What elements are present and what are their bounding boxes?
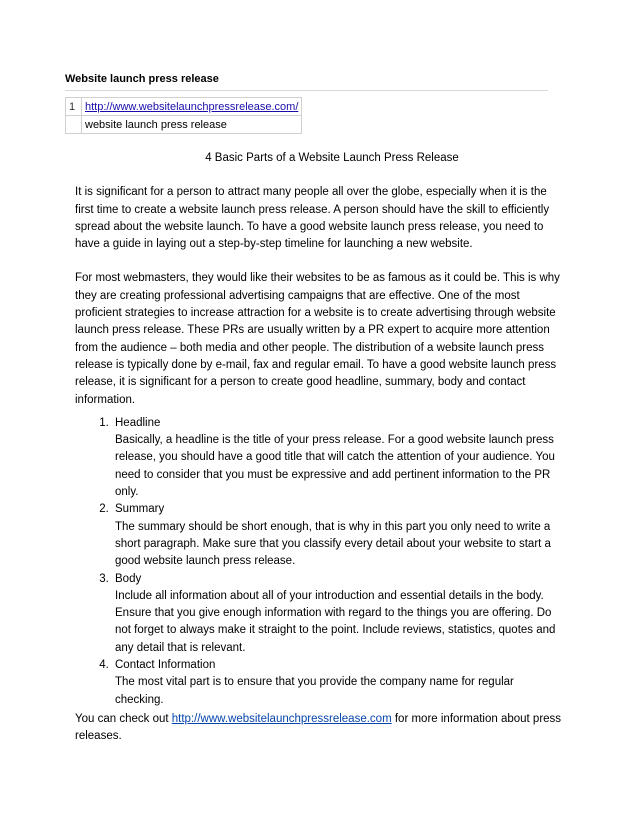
part-heading: 1. Headline bbox=[115, 416, 161, 429]
document-header-title: Website launch press release bbox=[65, 73, 219, 85]
closing-text-before: You can check out bbox=[75, 712, 172, 725]
source-caption: website launch press release bbox=[82, 116, 302, 134]
part-text: The summary should be short enough, that is why in this part you only need to write a short paragraph. Make sure that you classify every detail about your website to start a good website launch press release. bbox=[115, 520, 551, 568]
source-url-link[interactable]: http://www.websitelaunchpressrelease.com/ bbox=[82, 98, 302, 116]
part-heading: 3. Body bbox=[115, 572, 142, 585]
parts-list bbox=[75, 415, 565, 709]
closing-text-after: for more information about press releases. bbox=[75, 712, 562, 743]
header-divider bbox=[65, 90, 548, 91]
table-row bbox=[66, 116, 302, 134]
list-item bbox=[112, 415, 565, 501]
article-title: 4 Basic Parts of a Website Launch Press Release bbox=[205, 152, 459, 164]
part-heading: 2. Summary bbox=[115, 503, 165, 516]
part-heading: 4. Contact Information bbox=[115, 659, 216, 672]
part-text: Include all information about all of your introduction and essential details in the body. Ensure that you give enough information with regard to the things you are offering. Do not forget to always make it straight to the point. Include reviews, statistics, quotes and any detail that is relevant. bbox=[115, 589, 556, 654]
list-item bbox=[112, 657, 565, 709]
part-text: Basically, a headline is the title of your press release. For a good website launch press release, you should have a good title that will catch the attention of your audience. You need to consider that you must be expressive and add pertinent information to the PR only. bbox=[115, 434, 555, 499]
intro-paragraph: For most webmasters, they would like their websites to be as famous as it could be. This is why they are creating professional advertising campaigns that are effective. One of the most proficient strategies to increase attraction for a website is to create advertising through website launch press release. These PRs are usually written by a PR expert to acquire more attention from the audience – both media and other people. The distribution of a website launch press release is typically done by e-mail, fax and regular email. To have a good website launch press release, it is significant for a person to create good headline, summary, body and contact information. bbox=[75, 272, 560, 406]
closing-paragraph bbox=[75, 711, 565, 746]
part-text: The most vital part is to ensure that you provide the company name for regular checking. bbox=[115, 676, 514, 706]
intro-paragraph: It is significant for a person to attract many people all over the globe, especially when it is the first time to create a website launch press release. A person should have the skill to efficiently spread about the website launch. To have a good website launch press release, you need to have a guide in laying out a step-by-step timeline for launching a new website. bbox=[75, 186, 550, 251]
list-item bbox=[112, 501, 565, 570]
row-number: 1 bbox=[66, 98, 82, 116]
list-item bbox=[112, 571, 565, 657]
source-table bbox=[65, 97, 302, 134]
empty-cell bbox=[66, 116, 82, 134]
website-link[interactable]: http://www.websitelaunchpressrelease.com bbox=[171, 712, 392, 725]
article-body bbox=[75, 150, 565, 746]
table-row bbox=[66, 98, 302, 116]
